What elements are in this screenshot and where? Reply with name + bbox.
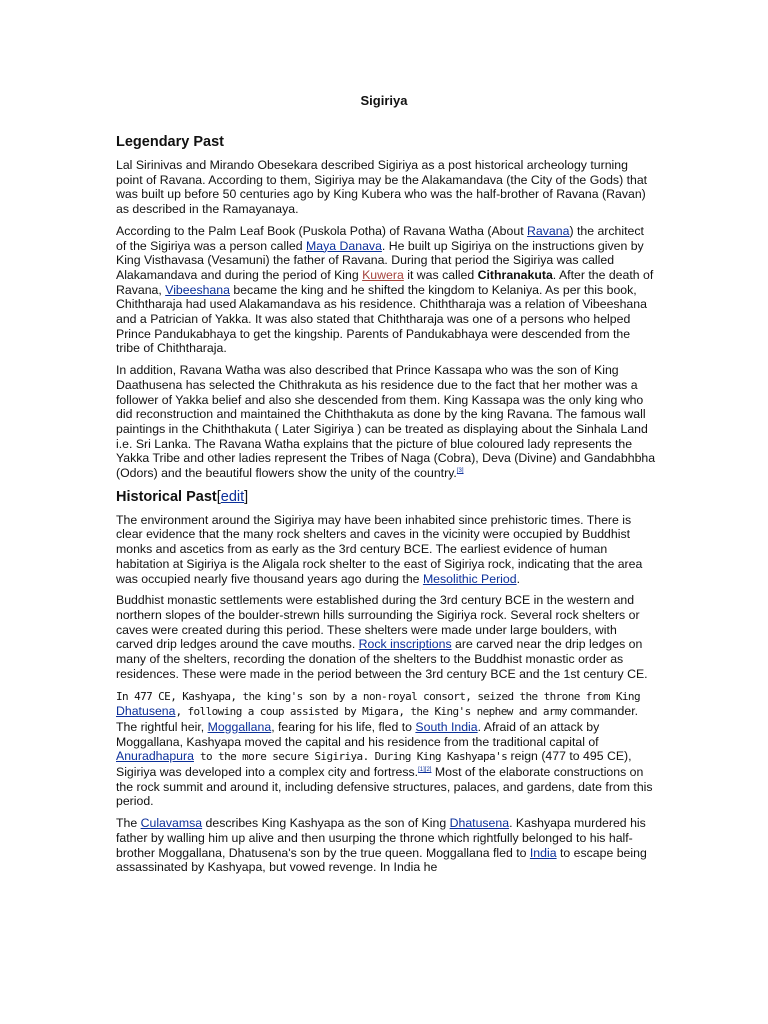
paragraph-historical-2	[116, 593, 656, 681]
text-run: . Kashyapa murdered his father by walling him up alive and then usurping the throne which rightfully belonged to his half-brother Moggallana, Dhatusena's son by the true queen. Moggallana fled to	[116, 816, 646, 860]
text-run: are carved near the drip ledges on many of the shelters, recording the donation of the shelters to the Buddhist monastic order as residences. These were made in the period between the 3rd century BCE and the 1st century CE.	[116, 637, 648, 681]
link-dhatusena-2[interactable]: Dhatusena	[449, 816, 510, 831]
text-run: The	[116, 816, 141, 831]
text-run: , fearing for his life, fled to	[271, 719, 416, 734]
heading-text: Historical Past	[116, 488, 217, 505]
paragraph-legendary-3	[116, 363, 656, 481]
text-run: commander. The rightful heir,	[116, 704, 639, 734]
link-vibeeshana[interactable]: Vibeeshana	[165, 282, 230, 297]
link-india[interactable]: India	[529, 845, 557, 860]
link-anuradhapura[interactable]: Anuradhapura	[116, 749, 194, 764]
text-run: Buddhist monastic settlements were established during the 3rd century BCE in the western and northern slopes of the boulder-strewn hills surrounding the Sigiriya rock. Several rock shelters or caves were created during this period. These shelters were made under large boulders, with carved drip ledges around the cave mouths.	[116, 593, 640, 652]
link-south-india[interactable]: South India	[415, 719, 478, 734]
link-ravana[interactable]: Ravana	[527, 223, 570, 238]
link-rock-inscriptions[interactable]: Rock inscriptions	[358, 637, 452, 652]
reference-link-3[interactable]: [3]	[456, 467, 464, 474]
paragraph-historical-4	[116, 816, 656, 875]
text-run: . He built up Sigiriya on the instructions given by King Visthavasa (Vesamuni) the father of Ravana. During that period the Sigiriya was called Alakamandava and during the period of King	[116, 238, 644, 282]
text-run: Most of the elaborate constructions on the rock summit and around it, including defensive structures, palaces, and gardens, date from this period.	[116, 765, 653, 809]
document-title: Sigiriya	[360, 93, 408, 108]
text-run: to escape being assassinated by Kashyapa, but vowed revenge. In India he	[116, 845, 647, 875]
text-run: describes King Kashyapa as the son of King	[202, 816, 450, 831]
article-body	[116, 133, 656, 882]
text-run: . After the death of Ravana,	[116, 267, 654, 297]
bracket-open: [	[216, 488, 221, 505]
text-run: The environment around the Sigiriya may have been inhabited since prehistoric times. There is clear evidence that the many rock shelters and caves in the vicinity were occupied by Buddhist monks and ascetics from as early as the 3rd century BCE. The earliest evidence of human habitation at Sigiriya is the Aligala rock shelter to the east of Sigiriya rock, indicating that the area was occupied nearly five thousand years ago during the	[116, 512, 643, 586]
text-run: In addition, Ravana Watha was also described that Prince Kassapa who was the son of King Daathusena has selected the Chithrakuta as his residence due to the fact that her mother was a follower of Yakka belief and also she descended from them. King Kassapa was the only king who did reconstruction and maintained the Chiththakuta as done by the king Ravana. The famous wall paintings in the Chiththakuta ( Later Sigiriya ) can be treated as displaying about the Sinhala Land i.e. Sri Lanka. The Ravana Watha explains that the picture of blue coloured lady represents the Yakka Tribe and other ladies represent the Tribes of Naga (Cobra), Deva (Divine) and Gandabhbha (Odors) and the beautiful flowers show the unity of the country.	[116, 363, 656, 481]
bold-cithranakuta: Cithranakuta	[477, 267, 553, 282]
link-culavamsa[interactable]: Culavamsa	[140, 816, 203, 831]
text-run: to the more secure Sigiriya. During King Kashyapa's	[193, 750, 508, 764]
reference-link-1-2[interactable]: [1][2]	[418, 766, 432, 773]
text-run: .	[516, 571, 520, 586]
text-run: it was called	[403, 267, 478, 282]
text-run: became the king and he shifted the kingdom to Kelaniya. As per this book, Chiththaraja had used Alakamandava as his residence. Chiththaraja was a relation of Vibeeshana and a Patrician of Yakka. It was also stated that Chiththaraja was one of a persons who helped Prince Pandukabhaya to get the kingship. Parents of Pandukabhaya were descended from the tribe of Chiththaraja.	[116, 282, 647, 356]
edit-link[interactable]: edit	[220, 488, 245, 505]
text-run: In 477 CE, Kashyapa, the king's son by a non-royal consort, seized the throne from King	[116, 689, 640, 703]
text-run: , following a coup assisted by Migara, the King's nephew and army	[175, 705, 567, 719]
link-moggallana[interactable]: Moggallana	[207, 719, 272, 734]
bracket-close: ]	[244, 488, 249, 505]
paragraph-legendary-2	[116, 224, 656, 356]
heading-historical-past	[116, 488, 656, 506]
text-run: . Afraid of an attack by Moggallana, Kashyapa moved the capital and his residence from the traditional capital of	[116, 719, 600, 749]
text-run: ) the architect of the Sigiriya was a person called	[116, 223, 644, 253]
link-kuwera[interactable]: Kuwera	[362, 267, 404, 282]
text-run: reign (477 to 495 CE), Sigiriya was developed into a complex city and fortress.	[116, 749, 632, 780]
text-run: According to the Palm Leaf Book (Puskola Potha) of Ravana Watha (About	[116, 223, 528, 238]
paragraph-legendary-1: Lal Sirinivas and Mirando Obesekara described Sigiriya as a post historical archeology turning point of Ravana. According to them, Sigiriya may be the Alakamandava (the City of the Gods) that was built up before 50 centuries ago by King Kubera who was the half-brother of Ravana (Ravan) as described in the Ramayanaya.	[116, 158, 648, 217]
paragraph-historical-3	[116, 689, 656, 810]
paragraph-historical-1	[116, 513, 656, 587]
link-dhatusena[interactable]: Dhatusena	[116, 704, 176, 719]
heading-legendary-past: Legendary Past	[116, 134, 224, 150]
link-mesolithic-period[interactable]: Mesolithic Period	[422, 571, 517, 586]
link-maya-danava[interactable]: Maya Danava	[306, 238, 382, 253]
